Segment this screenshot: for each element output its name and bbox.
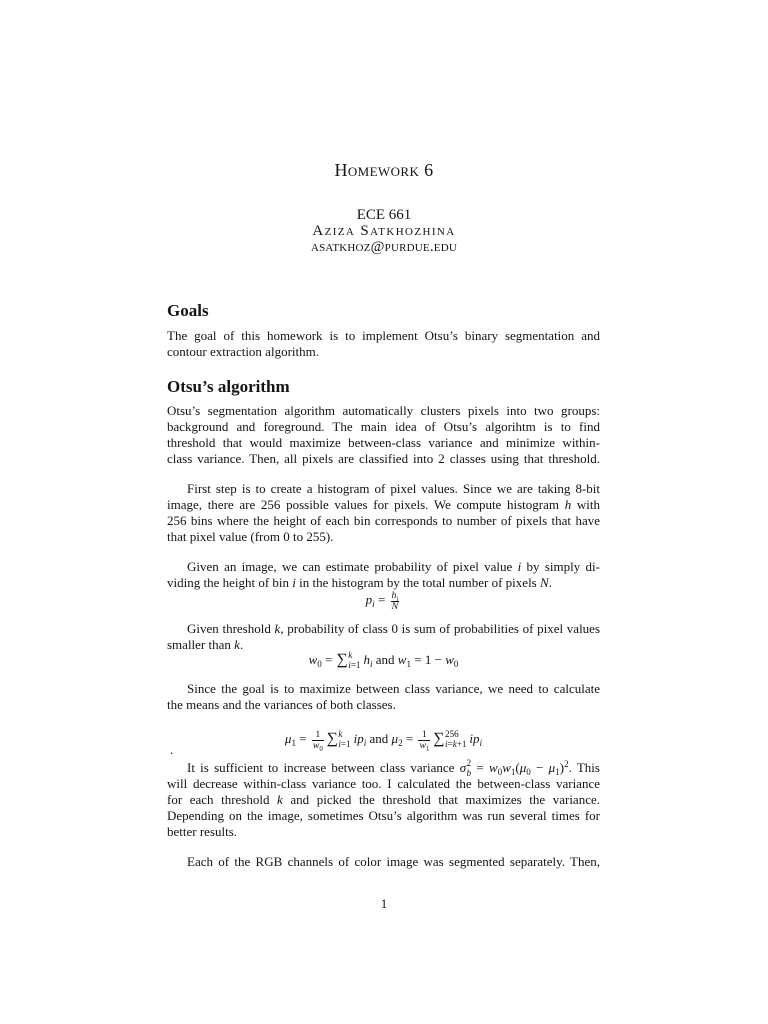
math-variable: i <box>445 738 448 749</box>
text-line <box>167 824 600 840</box>
text-line <box>167 497 600 513</box>
text-run: 0 <box>319 745 323 753</box>
text-run: 0 <box>453 659 459 669</box>
math-variable: k <box>234 637 240 652</box>
text-run: better results. <box>167 824 238 839</box>
subscript <box>338 740 350 749</box>
author-name: Aziza Satkhozhina <box>312 223 456 239</box>
text-run: and <box>366 731 392 746</box>
text-line <box>167 513 600 529</box>
math-symbol <box>363 652 372 667</box>
math-variable: w <box>308 652 318 667</box>
text-run: Given threshold <box>187 621 275 636</box>
text-run: viding the height of bin <box>167 575 293 590</box>
summation <box>336 650 361 670</box>
math-variable: σ <box>459 760 467 775</box>
subscript <box>480 738 483 748</box>
text-run: and <box>372 652 398 667</box>
text-run: = <box>296 731 310 746</box>
document-title: Homework 6 <box>334 160 434 180</box>
math-variable: μ <box>391 731 399 746</box>
text-run: threshold that would maximize between-class variance and minimize within- <box>167 435 600 450</box>
text-run: 1 <box>555 767 560 777</box>
sum-sign: ∑ <box>326 730 338 747</box>
math-variable: N <box>391 600 399 612</box>
math-symbol <box>309 652 322 667</box>
math-variable: i <box>369 659 373 669</box>
text-run: class variance. Then, all pixels are classified into 2 classes using that threshold. <box>167 451 600 466</box>
text-line <box>167 559 600 575</box>
paragraph-rgb <box>167 854 600 870</box>
text-line <box>167 529 600 545</box>
paragraph-probability <box>167 559 600 591</box>
text-run: 2 <box>398 738 403 748</box>
fraction-denominator <box>418 741 430 751</box>
text-run: and picked the threshold that maximizes the variance. <box>282 792 600 807</box>
math-variable: p <box>365 592 373 607</box>
math-variable: w <box>488 760 498 775</box>
text-run: 1 <box>291 738 296 748</box>
math-variable: b <box>466 767 472 778</box>
math-symbol <box>392 601 399 612</box>
text-run: 256 <box>445 729 459 740</box>
math-variable: w <box>445 652 454 667</box>
text-line <box>167 776 600 792</box>
text-line <box>167 637 600 653</box>
math-variable: h <box>391 589 397 601</box>
summation <box>432 729 467 749</box>
summation <box>326 729 351 749</box>
math-variable: i <box>396 595 399 603</box>
math-symbol <box>419 740 429 751</box>
subscript <box>426 746 429 753</box>
section-heading-otsu: Otsu’s algorithm <box>167 377 290 396</box>
math-variable: i <box>348 659 351 670</box>
text-run: It is sufficient to increase between class variance <box>187 760 460 775</box>
section-heading-goals: Goals <box>167 301 209 320</box>
text-line <box>167 760 600 776</box>
text-run: image, there are 256 possible values for pixels. We compute histogram <box>167 497 565 512</box>
text-run: , probability of class 0 is sum of probabilities of pixel values <box>280 621 601 636</box>
fraction <box>391 591 400 612</box>
fraction-denominator <box>391 602 400 612</box>
equation-class-weights <box>167 652 600 668</box>
math-variable: w <box>419 739 426 751</box>
text-run: 1 <box>315 728 321 740</box>
math-symbol <box>459 758 472 778</box>
math-variable: i <box>479 738 483 748</box>
text-run: The goal of this homework is to implement Otsu’s binary segmentation and <box>167 328 600 343</box>
subscript <box>454 659 459 669</box>
equation-class-means <box>167 728 600 753</box>
text-run: . This <box>568 760 600 775</box>
math-symbol <box>445 652 458 667</box>
text-run: 2 <box>564 759 569 769</box>
math-symbol <box>489 760 502 775</box>
math-variable: k <box>452 738 457 749</box>
math-symbol <box>502 760 515 775</box>
page-number: 1 <box>380 896 388 911</box>
math-symbol <box>313 740 323 751</box>
math-variable: k <box>274 621 281 636</box>
text-line <box>167 403 600 419</box>
math-variable: k <box>338 729 343 740</box>
text-line <box>167 792 600 808</box>
text-run: = <box>374 592 389 607</box>
text-run: background and foreground. The main idea of Otsu’s algorihtm is to find <box>167 419 600 434</box>
text-run: Otsu’s segmentation algorithm automatically clusters pixels into two groups: <box>167 403 600 418</box>
author-block <box>0 207 768 255</box>
text-run: Since the goal is to maximize between class variance, we need to calculate <box>187 681 600 696</box>
paragraph-means <box>167 681 600 713</box>
paragraph-histogram <box>167 481 600 545</box>
text-line <box>167 344 600 360</box>
math-variable: i <box>517 559 522 574</box>
subscript <box>445 740 466 749</box>
text-line <box>167 451 600 467</box>
math-variable: i <box>338 738 341 749</box>
math-variable: i <box>353 731 358 746</box>
math-symbol <box>392 590 399 601</box>
text-run: 0 <box>526 767 531 777</box>
text-run: 0 <box>317 659 322 669</box>
script-stack <box>445 730 466 748</box>
math-variable: i <box>292 575 296 590</box>
math-symbol <box>480 738 483 748</box>
text-run: ) <box>559 760 565 775</box>
text-run: = <box>402 731 417 746</box>
script-stack <box>348 651 360 669</box>
fraction <box>418 730 430 751</box>
text-run: the means and the variances of both classes. <box>167 697 396 712</box>
equation-probability <box>167 589 600 612</box>
text-run: for each threshold <box>167 792 278 807</box>
sum-sign: ∑ <box>336 651 348 668</box>
text-line <box>167 854 600 870</box>
math-symbol <box>366 592 375 607</box>
text-run: with <box>571 497 600 512</box>
math-variable: h <box>363 652 370 667</box>
math-symbol <box>540 575 549 590</box>
math-variable: p <box>473 731 480 746</box>
text-run: 1 <box>406 659 412 669</box>
text-run: = <box>447 738 453 749</box>
text-run: Each of the RGB channels of color image was segmented separately. Then, <box>187 854 600 869</box>
fraction <box>312 730 324 751</box>
text-run: . <box>239 637 244 652</box>
text-run: smaller than <box>167 637 235 652</box>
math-variable: i <box>372 599 375 609</box>
text-run: 2 <box>466 758 472 769</box>
math-variable: w <box>312 739 320 751</box>
subscript <box>348 661 360 670</box>
paragraph-otsu-intro <box>167 403 600 467</box>
math-variable: k <box>277 792 283 807</box>
math-variable: μ <box>519 760 527 775</box>
text-run: +1 <box>456 738 467 749</box>
text-run: 0 <box>497 767 503 777</box>
math-variable: i <box>469 731 474 746</box>
math-symbol <box>398 652 411 667</box>
text-run: − <box>530 760 549 775</box>
text-run: =1 <box>350 659 361 670</box>
text-line <box>167 435 600 451</box>
text-run: 1 <box>421 728 427 740</box>
text-line <box>167 328 600 344</box>
text-run: Depending on the image, sometimes Otsu’s algorithm was run several times for <box>167 808 600 823</box>
math-variable: N <box>540 575 549 590</box>
paragraph-variance <box>167 760 600 840</box>
text-line <box>167 808 600 824</box>
text-run: will decrease within-class variance too. I calculated the between-class variance <box>167 776 600 791</box>
math-variable: i <box>363 738 367 748</box>
text-line <box>167 419 600 435</box>
text-run: = <box>471 760 489 775</box>
math-variable: w <box>397 652 407 667</box>
math-variable: μ <box>548 760 556 775</box>
text-run: by simply di- <box>521 559 600 574</box>
script-stack <box>338 730 350 748</box>
equation-period: . <box>170 742 174 757</box>
text-run: contour extraction algorithm. <box>167 344 319 359</box>
text-run: ( <box>515 760 520 775</box>
math-symbol <box>357 731 366 746</box>
author-email: asatkhoz@purdue.edu <box>310 239 458 255</box>
text-run: = 1 − <box>411 652 446 667</box>
math-symbol <box>473 731 482 746</box>
math-symbol <box>285 731 296 746</box>
math-variable: k <box>348 650 353 661</box>
math-symbol <box>549 760 560 775</box>
text-run: Given an image, we can estimate probability of pixel value <box>187 559 518 574</box>
math-symbol <box>392 731 403 746</box>
text-run: = <box>321 652 336 667</box>
text-run: 256 bins where the height of each bin corresponds to number of pixels that have <box>167 513 600 528</box>
course-code: ECE 661 <box>356 207 412 223</box>
sum-sign: ∑ <box>433 730 445 747</box>
subscript <box>319 746 322 753</box>
text-run: 1 <box>425 745 430 753</box>
text-run: First step is to create a histogram of pixel values. Since we are taking 8-bit <box>187 481 600 496</box>
fraction-denominator <box>312 741 324 751</box>
math-variable: p <box>357 731 364 746</box>
text-line <box>167 681 600 697</box>
text-run: in the histogram by the total number of pixels <box>295 575 540 590</box>
text-line <box>167 575 600 591</box>
text-line <box>167 697 600 713</box>
text-run: =1 <box>340 738 351 749</box>
math-variable: μ <box>284 731 292 746</box>
text-run: . <box>548 575 552 590</box>
math-variable: w <box>502 760 511 775</box>
text-line <box>167 621 600 637</box>
text-run: 1 <box>510 767 516 777</box>
text-line <box>167 481 600 497</box>
text-run: that pixel value (from 0 to 255). <box>167 529 334 544</box>
paragraph-goals <box>167 328 600 360</box>
math-symbol <box>520 760 531 775</box>
paragraph-threshold <box>167 621 600 653</box>
math-variable: h <box>564 497 572 512</box>
